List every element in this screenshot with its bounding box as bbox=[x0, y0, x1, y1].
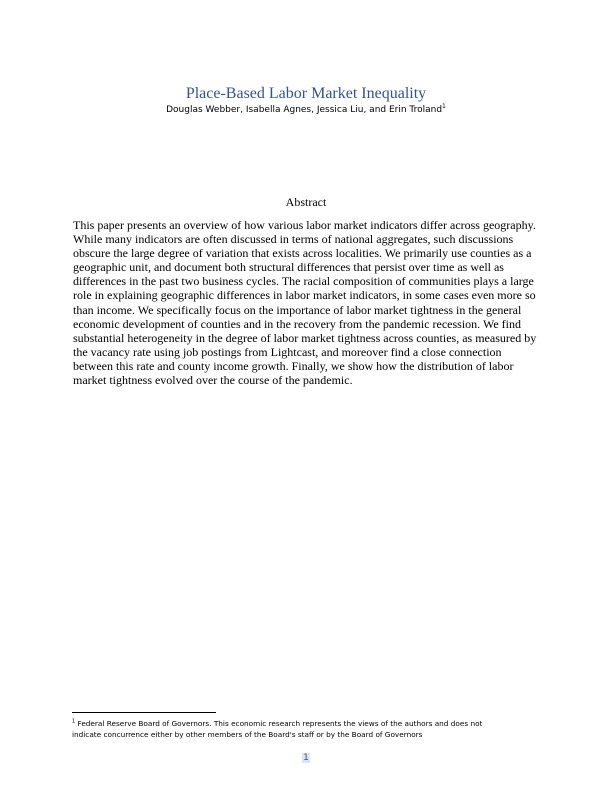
author-names: Douglas Webber, Isabella Agnes, Jessica Liu, and Erin Troland bbox=[166, 105, 443, 115]
footnote-text-1: Federal Reserve Board of Governors. This economic research represents the views of the authors and does not bbox=[77, 719, 483, 728]
paper-title: Place-Based Labor Market Inequality bbox=[185, 85, 427, 102]
footnote-line-1 bbox=[72, 718, 542, 729]
author-line bbox=[0, 104, 612, 116]
footnote bbox=[72, 718, 542, 740]
footnote-marker: 1 bbox=[72, 718, 76, 725]
abstract-heading: Abstract bbox=[285, 195, 327, 209]
page-number bbox=[0, 752, 612, 764]
page-number-value: 1 bbox=[303, 753, 309, 763]
footnote-separator bbox=[72, 712, 216, 713]
author-footnote-marker: 1 bbox=[442, 103, 446, 110]
abstract-line: the vacancy rate using job postings from Lightcast, and moreover find a close connection bbox=[73, 344, 502, 359]
abstract-line: geographic unit, and document both structural differences that persist over time as well as bbox=[73, 260, 504, 275]
footnote-text-2: indicate concurrence either by other members of the Board's staff or by the Board of Governors bbox=[72, 730, 423, 739]
abstract-line: market tightness evolved over the course of the pandemic. bbox=[73, 373, 353, 388]
abstract-body bbox=[73, 218, 543, 387]
abstract-line: than income. We specifically focus on the importance of labor market tightness in the general bbox=[73, 302, 522, 317]
abstract-line: While many indicators are often discussed in terms of national aggregates, such discussions bbox=[73, 232, 514, 247]
abstract-line: substantial heterogeneity in the degree of labor market tightness across counties, as measured by bbox=[73, 330, 537, 345]
abstract-line: economic development of counties and in the recovery from the pandemic recession. We find bbox=[73, 316, 521, 331]
abstract-line: between this rate and county income growth. Finally, we show how the distribution of labor bbox=[73, 358, 514, 373]
abstract-line: This paper presents an overview of how various labor market indicators differ across geography. bbox=[73, 218, 536, 232]
abstract-line: differences in the past two business cycles. The racial composition of communities plays a large bbox=[73, 274, 534, 289]
abstract-line: obscure the large degree of variation that exists across localities. We primarily use counties as a bbox=[73, 246, 532, 261]
abstract-line: role in explaining geographic differences in labor market indicators, in some cases even more so bbox=[73, 288, 536, 303]
